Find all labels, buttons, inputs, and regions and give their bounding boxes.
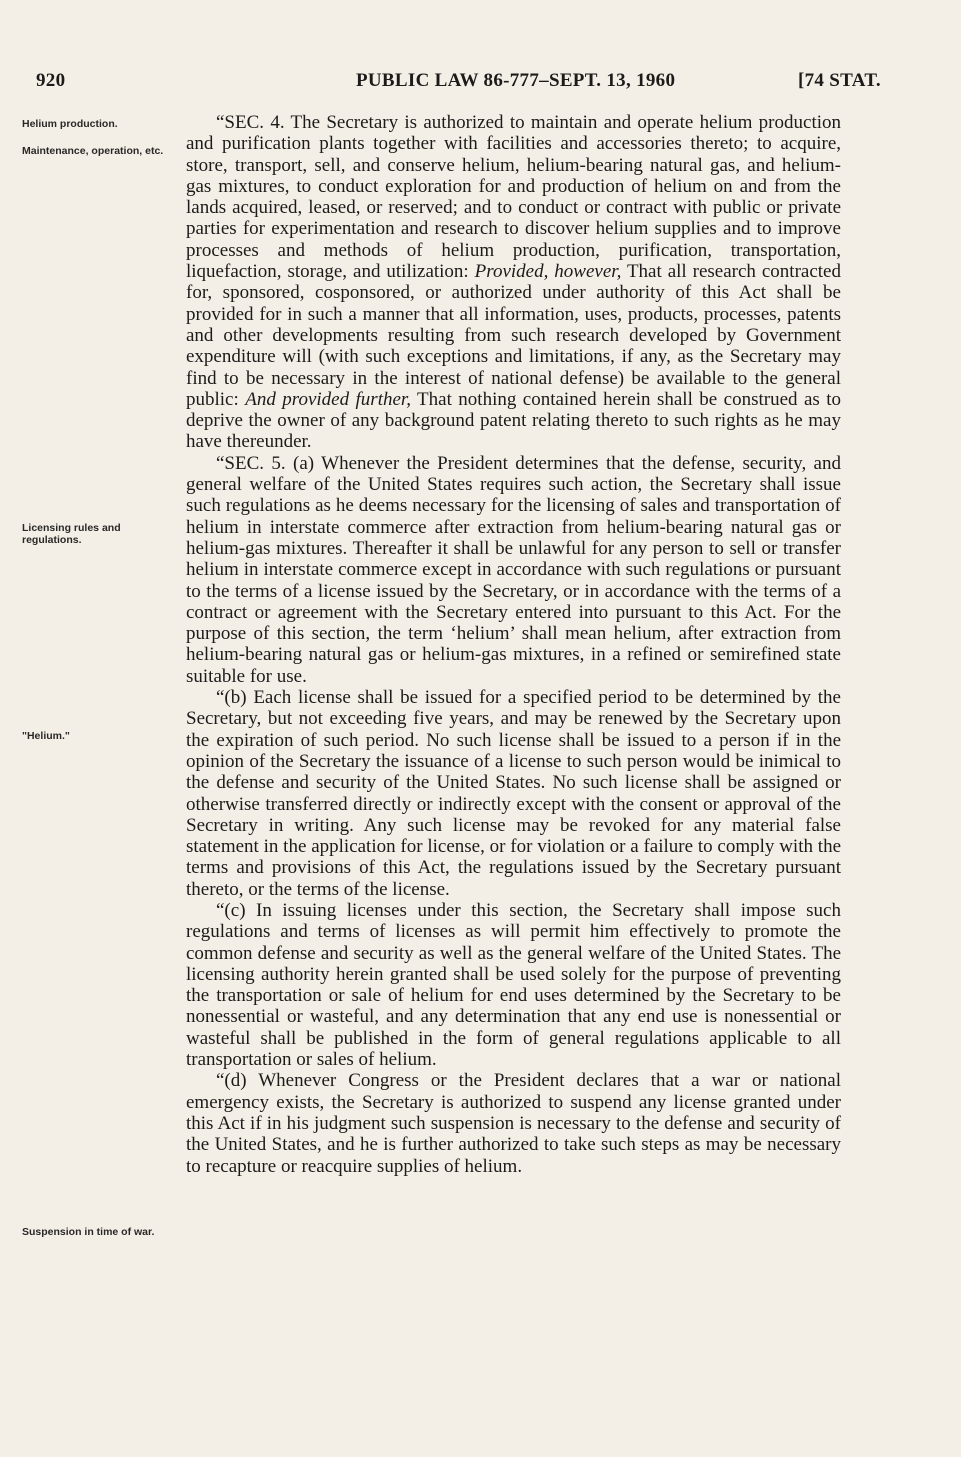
margin-note-helium-production: Helium production. xyxy=(22,118,118,130)
margin-note-licensing: Licensing rules and regulations. xyxy=(22,522,121,546)
section-5d-paragraph: “(d) Whenever Congress or the President declares that a war or national emergency exists, the Secretary is authorized to suspend any license granted under this Act if in his judgment such suspension is necessary to the defense and security of the United States, and he is further authorized to take such steps as may be necessary to recapture or reacquire supplies of helium. xyxy=(186,1070,841,1177)
section-5b-paragraph: “(b) Each license shall be issued for a specified period to be determined by the Secretary, but not exceeding five years, and may be renewed by the Secretary upon the expiration of such period. No such license shall be issued to a person if in the opinion of the Secretary the issuance of a license to such person would be inimical to the defense and security of the United States. No such license shall be assigned or otherwise transferred directly or indirectly except with the consent or approval of the Secretary in writing. Any such license may be revoked for any material false statement in the application for license, or for violation or a failure to comply with the terms and provisions of this Act, the regulations issued by the Secretary pursuant thereto, or the terms of the license. xyxy=(186,687,841,900)
page-number: 920 xyxy=(36,70,66,91)
section-4-text-a: “SEC. 4. The Secretary is authorized to maintain and operate helium production and purification plants together with facilities and accessories thereto; to acquire, store, transport, sell, and conserve helium, helium-bearing natural gas, and helium-gas mixtures, to conduct exploration for and production of helium on and from the lands acquired, leased, or reserved; and to conduct or contract with public or private parties for experimentation and research to discover helium supplies and to improve processes and methods of helium production, purification, transportation, liquefaction, storage, and utilization: xyxy=(186,112,841,283)
statute-body xyxy=(186,112,841,1177)
section-4-text-c: That nothing contained herein shall be construed as to deprive the owner of any background patent relating thereto to such rights as he may have thereunder. xyxy=(186,388,841,453)
proviso-however: Provided, however, xyxy=(474,261,622,283)
margin-note-maintenance: Maintenance, operation, etc. xyxy=(22,145,164,157)
margin-note-suspension: Suspension in time of war. xyxy=(22,1226,155,1238)
section-5a-paragraph: “SEC. 5. (a) Whenever the President determines that the defense, security, and general welfare of the United States requires such action, the Secretary shall issue such regulations as he deems necessary for the licensing of sales and transportation of helium in interstate commerce after extraction from helium-bearing natural gas or helium-gas mixtures. Thereafter it shall be unlawful for any person to sell or transfer helium in interstate commerce except in accordance with such regulations or pursuant to the terms of a license issued by the Secretary, or in accordance with the terms of a contract or agreement with the Secretary entered into pursuant to this Act. For the purpose of this section, the term ‘helium’ shall mean helium, after extraction from helium-bearing natural gas or helium-gas mixtures, in a refined or semirefined state suitable for use. xyxy=(186,452,841,687)
section-4-paragraph xyxy=(186,112,841,453)
proviso-further: And provided further, xyxy=(245,388,411,410)
section-5c-paragraph: “(c) In issuing licenses under this section, the Secretary shall impose such regulations and terms of licenses as will permit him effectively to promote the common defense and security as well as the general welfare of the United States. The licensing authority herein granted shall be used solely for the purpose of preventing the transportation or sale of helium for end uses determined by the Secretary to be nonessential or wasteful, and any determination that any end use is nonessential or wasteful shall be published in the form of general regulations applicable to all transportation or sales of helium. xyxy=(186,899,841,1071)
section-4-text-b: That all research contracted for, sponsored, cosponsored, or authorized under authority of this Act shall be provided for in such a manner that all information, uses, products, processes, patents and other developments resulting from such research developed by Government expenditure will (with such exceptions and limitations, if any, as the Secretary may find to be necessary in the interest of national defense) be available to the general public: xyxy=(186,261,841,410)
page-title: PUBLIC LAW 86-777–SEPT. 13, 1960 xyxy=(356,70,676,91)
volume-reference: [74 STAT. xyxy=(798,70,881,91)
running-head xyxy=(36,70,926,100)
margin-note-helium-term: "Helium." xyxy=(22,730,70,742)
